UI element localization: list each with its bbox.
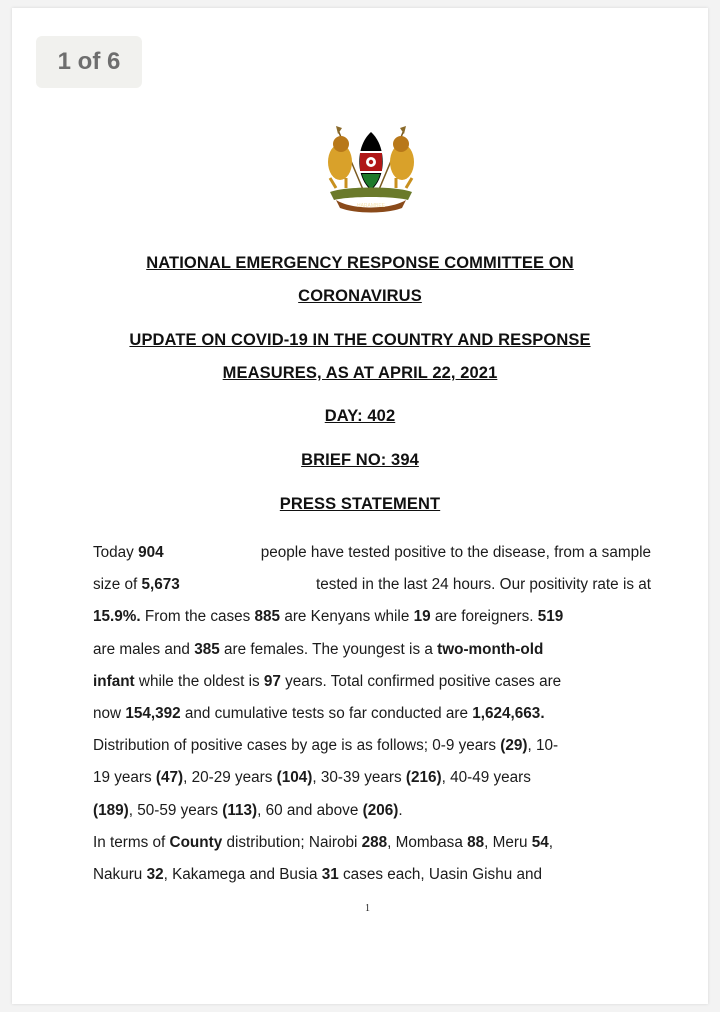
paragraph-line: now 154,392 and cumulative tests so far conducted are 1,624,663. <box>93 705 545 723</box>
committee-heading-line-2: CORONAVIRUS <box>298 287 422 305</box>
day-label: DAY: 402 <box>324 407 396 425</box>
kenya-coat-of-arms-icon <box>316 122 426 214</box>
paragraph-line: In terms of County distribution; Nairobi 288, Mombasa 88, Meru 54, <box>93 833 553 851</box>
page-number: 1 <box>365 903 370 914</box>
update-heading-line-1: UPDATE ON COVID-19 IN THE COUNTRY AND RESPONSE <box>129 331 591 349</box>
paragraph-line: size of 5,673 tested in the last 24 hours. Our positivity rate is at <box>93 576 651 594</box>
committee-heading-line-1: NATIONAL EMERGENCY RESPONSE COMMITTEE ON <box>146 254 574 272</box>
paragraph-line: Nakuru 32, Kakamega and Busia 31 cases each, Uasin Gishu and <box>93 866 542 884</box>
emblem-motto: HARAMBEE <box>356 203 386 209</box>
page-counter-badge: 1 of 6 <box>36 36 142 88</box>
brief-number-label: BRIEF NO: 394 <box>301 451 419 469</box>
press-statement-label: PRESS STATEMENT <box>279 495 441 513</box>
update-heading-line-2: MEASURES, AS AT APRIL 22, 2021 <box>222 364 498 382</box>
paragraph-line: Distribution of positive cases by age is as follows; 0-9 years (29), 10- <box>93 737 559 755</box>
paragraph-line: 15.9%. From the cases 885 are Kenyans while 19 are foreigners. 519 <box>93 608 564 626</box>
paragraph-line: Today 904 people have tested positive to the disease, from a sample <box>93 544 651 561</box>
paragraph-line: infant while the oldest is 97 years. Total confirmed positive cases are <box>93 672 562 690</box>
press-statement-body <box>93 537 651 891</box>
paragraph-line: (189), 50-59 years (113), 60 and above (206). <box>93 801 403 819</box>
paragraph-line: are males and 385 are females. The youngest is a two-month-old <box>93 640 544 658</box>
paragraph-line: 19 years (47), 20-29 years (104), 30-39 years (216), 40-49 years <box>93 769 531 787</box>
